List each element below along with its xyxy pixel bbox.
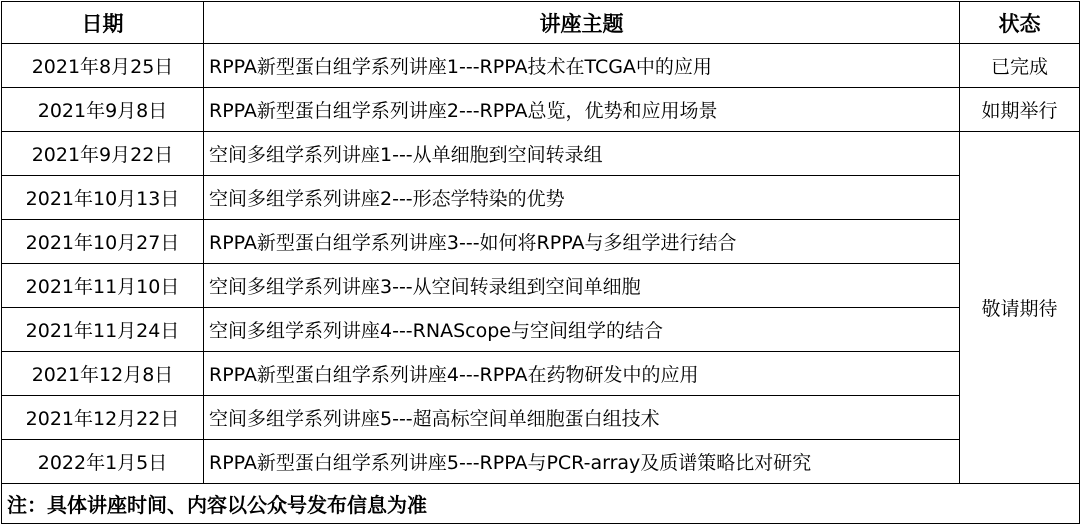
cell-date: 2021年11月10日 — [2, 264, 204, 308]
cell-date: 2021年10月13日 — [2, 176, 204, 220]
table-row — [2, 88, 1080, 132]
cell-date: 2021年10月27日 — [2, 220, 204, 264]
table-row — [2, 132, 1080, 176]
cell-date: 2022年1月5日 — [2, 440, 204, 484]
cell-date: 2021年11月24日 — [2, 308, 204, 352]
cell-topic: 空间多组学系列讲座1---从单细胞到空间转录组 — [204, 132, 960, 176]
cell-topic: RPPA新型蛋白组学系列讲座5---RPPA与PCR-array及质谱策略比对研究 — [204, 440, 960, 484]
table-row — [2, 396, 1080, 440]
table-row — [2, 440, 1080, 484]
cell-date: 2021年9月22日 — [2, 132, 204, 176]
cell-topic: 空间多组学系列讲座5---超高标空间单细胞蛋白组技术 — [204, 396, 960, 440]
cell-topic: RPPA新型蛋白组学系列讲座3---如何将RPPA与多组学进行结合 — [204, 220, 960, 264]
header-topic: 讲座主题 — [204, 2, 960, 44]
cell-date: 2021年8月25日 — [2, 44, 204, 88]
table-row — [2, 308, 1080, 352]
header-date: 日期 — [2, 2, 204, 44]
table-row — [2, 176, 1080, 220]
note-row — [2, 484, 1080, 524]
cell-status: 如期举行 — [960, 88, 1080, 132]
cell-date: 2021年12月22日 — [2, 396, 204, 440]
cell-topic: 空间多组学系列讲座3---从空间转录组到空间单细胞 — [204, 264, 960, 308]
table-row — [2, 220, 1080, 264]
header-row — [2, 2, 1080, 44]
lecture-schedule-table — [1, 1, 1080, 524]
header-status: 状态 — [960, 2, 1080, 44]
table-row — [2, 44, 1080, 88]
cell-date: 2021年9月8日 — [2, 88, 204, 132]
cell-date: 2021年12月8日 — [2, 352, 204, 396]
table-row — [2, 352, 1080, 396]
cell-topic: RPPA新型蛋白组学系列讲座2---RPPA总览，优势和应用场景 — [204, 88, 960, 132]
cell-status-merged: 敬请期待 — [960, 132, 1080, 484]
table-row — [2, 264, 1080, 308]
footnote: 注：具体讲座时间、内容以公众号发布信息为准 — [2, 484, 1080, 524]
cell-topic: RPPA新型蛋白组学系列讲座1---RPPA技术在TCGA中的应用 — [204, 44, 960, 88]
cell-topic: 空间多组学系列讲座4---RNAScope与空间组学的结合 — [204, 308, 960, 352]
cell-topic: RPPA新型蛋白组学系列讲座4---RPPA在药物研发中的应用 — [204, 352, 960, 396]
cell-status: 已完成 — [960, 44, 1080, 88]
cell-topic: 空间多组学系列讲座2---形态学特染的优势 — [204, 176, 960, 220]
